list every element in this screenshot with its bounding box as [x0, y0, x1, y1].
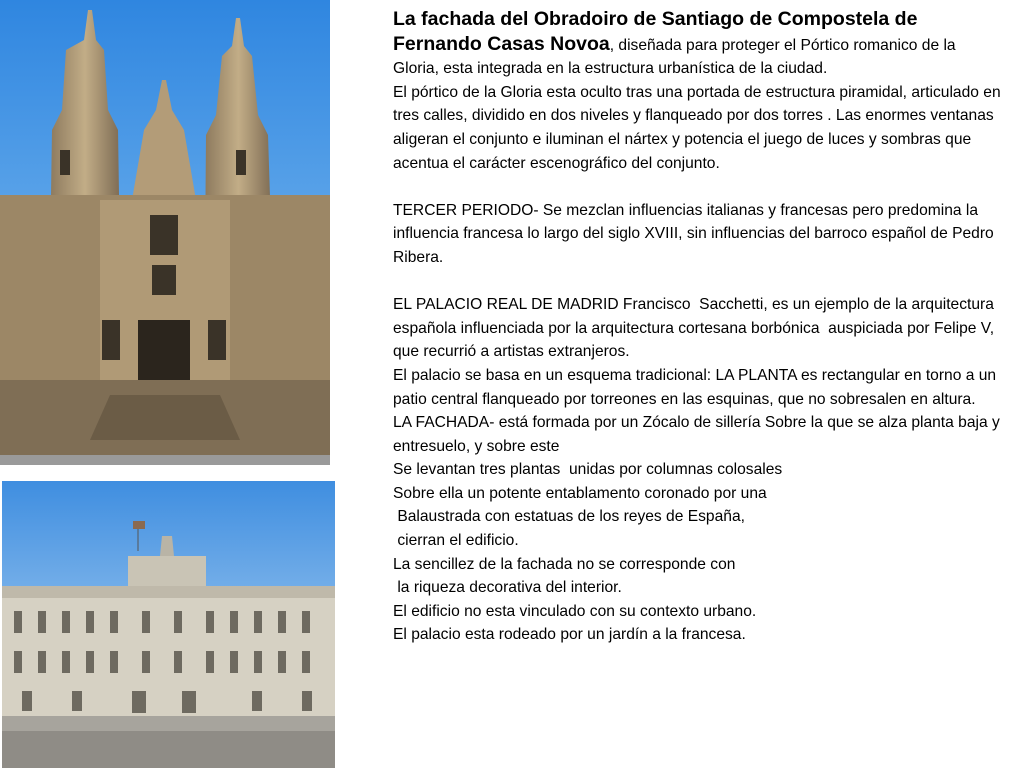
spacer	[393, 175, 1005, 199]
heading-obradoiro: La fachada del Obradoiro de Santiago de Compostela de Fernando Casas Novoa	[393, 8, 923, 55]
line-sencillez: La sencillez de la fachada no se corresponde con	[393, 555, 736, 573]
paragraph-palacio-real: EL PALACIO REAL DE MADRID Francisco Sacchetti, es un ejemplo de la arquitectura española influenciada por la arquitectura cortesana borbónica auspiciada por Felipe V, que recurrió a artistas extranjeros.	[393, 296, 999, 361]
paragraph-planta: El palacio se basa en un esquema tradicional: LA PLANTA es rectangular en torno a un patio central flanqueado por torreones en las esquinas, que no sobresalen en altura.	[393, 366, 1001, 408]
line-entablamento: Sobre ella un potente entablamento coronado por una	[393, 484, 767, 502]
paragraph-tercer-periodo: TERCER PERIODO- Se mezclan influencias italianas y francesas pero predomina la influencia francesa lo largo del siglo XVIII, sin influencias del barroco español de Pedro Ribera.	[393, 201, 999, 266]
royal-palace-madrid-photo	[2, 481, 335, 768]
spacer	[393, 270, 1005, 294]
line-tres-plantas: Se levantan tres plantas unidas por columnas colosales	[393, 461, 783, 479]
description-text	[393, 8, 1005, 647]
cathedral-illustration	[0, 0, 330, 465]
line-jardin: El palacio esta rodeado por un jardín a la francesa.	[393, 626, 746, 644]
palace-illustration	[2, 481, 335, 768]
santiago-obradoiro-facade-photo	[0, 0, 330, 465]
paragraph-fachada: LA FACHADA- está formada por un Zócalo de sillería Sobre la que se alza planta baja y entresuelo, y sobre este	[393, 414, 1005, 455]
line-contexto-urbano: El edificio no esta vinculado con su contexto urbano.	[393, 602, 757, 620]
line-cierran: cierran el edificio.	[393, 532, 519, 550]
line-balaustrada: Balaustrada con estatuas de los reyes de España,	[393, 508, 745, 526]
line-riqueza: la riqueza decorativa del interior.	[393, 579, 622, 597]
paragraph-obradoiro	[393, 8, 1005, 81]
obradoiro-description: , diseñada para proteger el Pórtico romanico de la Gloria, esta integrada en la estructura urbanística de la ciudad.	[393, 36, 960, 78]
paragraph-portico: El pórtico de la Gloria esta oculto tras una portada de estructura piramidal, articulado en tres calles, dividido en dos niveles y flanqueado por dos torres . Las enormes ventanas aligeran el conjunto e iluminan el nártex y potencia el juego de luces y sombras que acentua el carácter escenográfico del conjunto.	[393, 83, 1005, 172]
